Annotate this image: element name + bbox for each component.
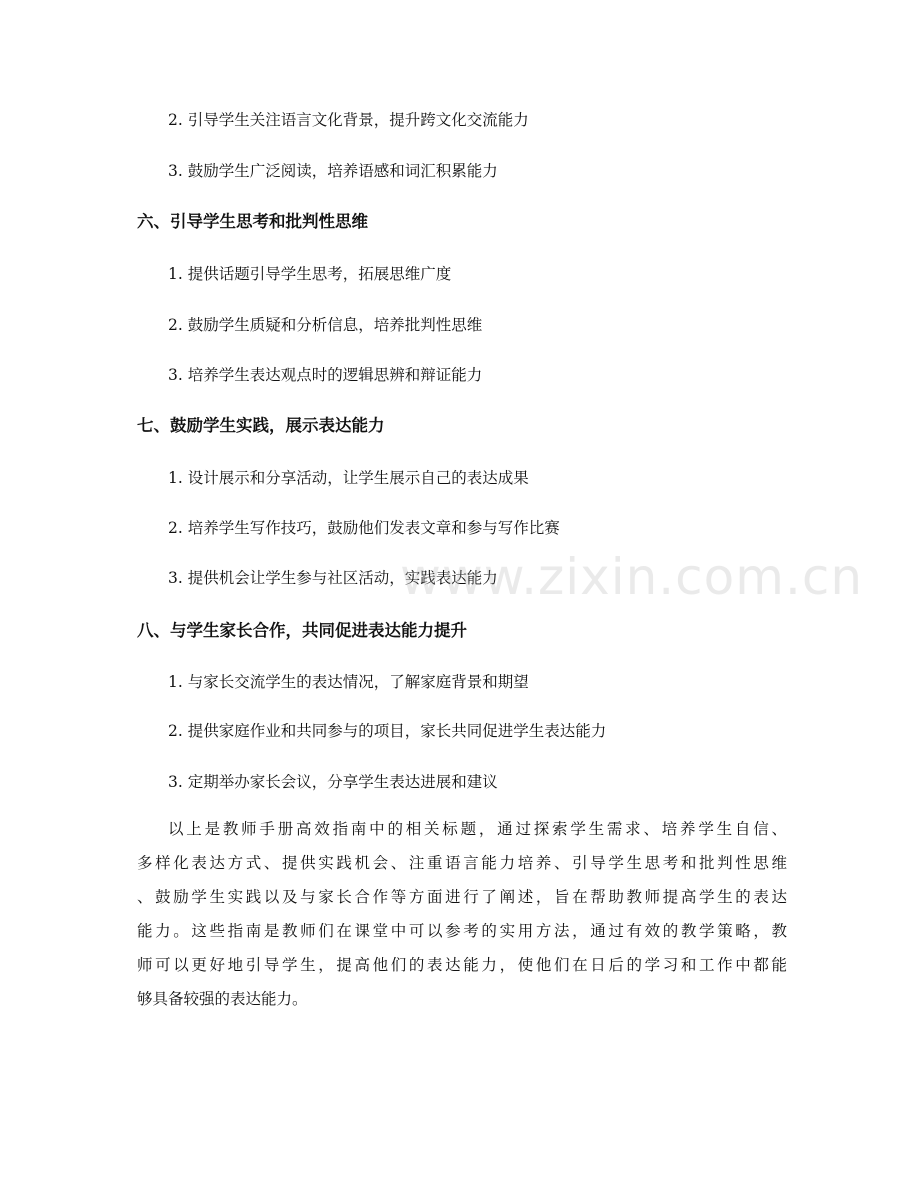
watermark: www.zixin.com.cn	[400, 548, 864, 606]
conclusion-paragraph	[137, 812, 787, 1016]
list-item: 3. 提供机会让学生参与社区活动，实践表达能力	[168, 569, 498, 587]
paragraph-line: 能力。这些指南是教师们在课堂中可以参考的实用方法，通过有效的教学策略，教	[137, 922, 787, 940]
list-item: 2. 鼓励学生质疑和分析信息，培养批判性思维	[168, 316, 483, 334]
list-item: 3. 定期举办家长会议，分享学生表达进展和建议	[168, 773, 498, 791]
paragraph-line: 以上是教师手册高效指南中的相关标题，通过探索学生需求、培养学生自信、	[168, 820, 787, 838]
paragraph-line: 多样化表达方式、提供实践机会、注重语言能力培养、引导学生思考和批判性思维	[137, 854, 787, 872]
section-heading-7: 七、鼓励学生实践，展示表达能力	[137, 416, 385, 435]
paragraph-line: 、鼓励学生实践以及与家长合作等方面进行了阐述，旨在帮助教师提高学生的表达	[137, 888, 787, 906]
section-heading-8: 八、与学生家长合作，共同促进表达能力提升	[137, 621, 467, 640]
list-item: 1. 与家长交流学生的表达情况，了解家庭背景和期望	[168, 673, 529, 691]
list-item: 3. 培养学生表达观点时的逻辑思辨和辩证能力	[168, 366, 483, 384]
paragraph-line: 够具备较强的表达能力。	[137, 990, 308, 1008]
list-item: 2. 提供家庭作业和共同参与的项目，家长共同促进学生表达能力	[168, 722, 607, 740]
paragraph-line: 师可以更好地引导学生，提高他们的表达能力，使他们在日后的学习和工作中都能	[137, 956, 787, 974]
list-item: 1. 提供话题引导学生思考，拓展思维广度	[168, 265, 452, 283]
list-item: 1. 设计展示和分享活动，让学生展示自己的表达成果	[168, 469, 529, 487]
list-item: 2. 引导学生关注语言文化背景，提升跨文化交流能力	[168, 111, 529, 129]
list-item: 3. 鼓励学生广泛阅读，培养语感和词汇积累能力	[168, 162, 498, 180]
section-heading-6: 六、引导学生思考和批判性思维	[137, 212, 368, 231]
list-item: 2. 培养学生写作技巧，鼓励他们发表文章和参与写作比赛	[168, 519, 560, 537]
